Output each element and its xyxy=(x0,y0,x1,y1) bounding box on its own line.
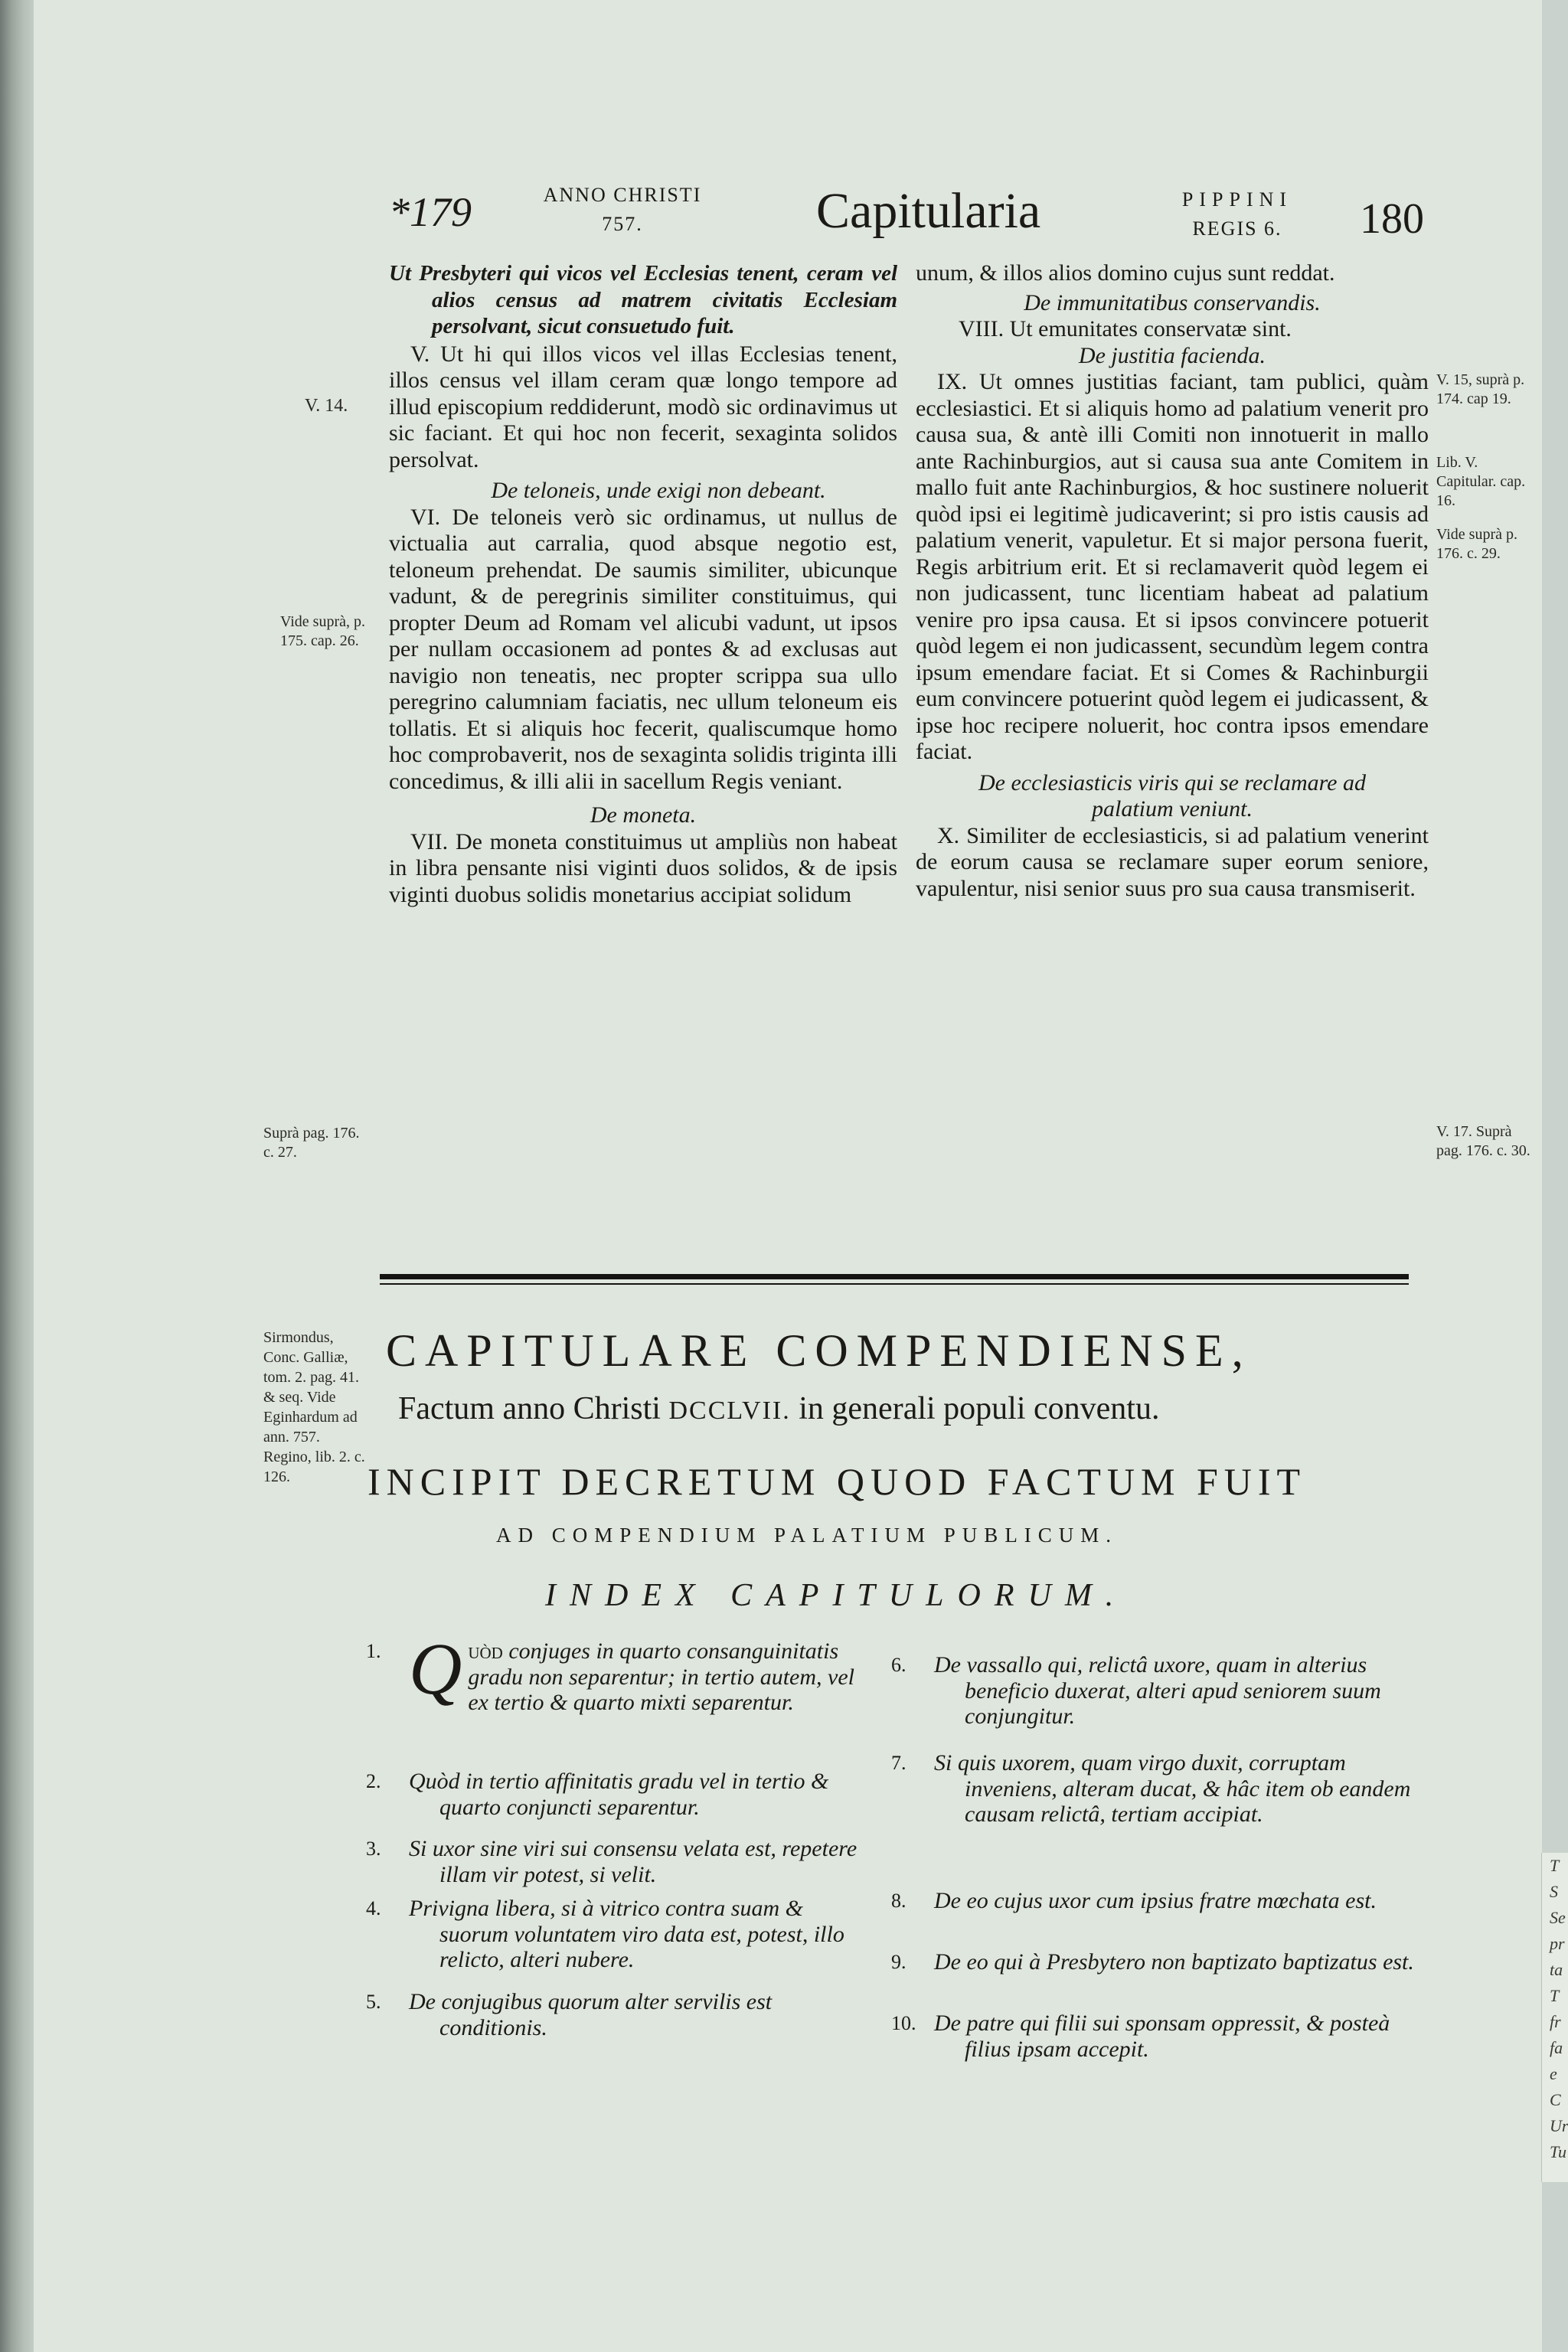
capitulare-title: CAPITULARE COMPENDIENSE, xyxy=(386,1325,1252,1376)
pippini-line-2: REGIS 6. xyxy=(1192,217,1282,240)
anno-christi xyxy=(527,181,718,239)
index-text: Si uxor sine viri sui consensu velata est, repetere illam vir potest, si velit. xyxy=(409,1836,858,1887)
index-lead: uòd xyxy=(468,1638,503,1664)
paragraph-vi: VI. De teloneis verò sic ordinamus, ut nullus de victualia aut carralia, quod absque negotio est, teloneum prehendat. De saumis similiter, ubicunque vadunt, & de peregrinis similiter constituimus, qui propter Deum ad Romam vel alicubi vadunt, ut ipsos per nullam occasionem ad pontes & ad exclusas aut navigio non teneatis, nec propter scrippa sua ullo peregrino calumniam faciatis, nec ullum teloneum eis tollatis. Et si aliquis hoc fecerit, qualiscumque homo hoc comprobaverit, nos de sexaginta solidis triginta illi concedimus, & illi alii in sacellum Regis veniant. xyxy=(389,504,897,794)
index-item-6 xyxy=(891,1652,1424,1730)
index-text: Quòd in tertio affinitatis gradu vel in tertio & quarto conjuncti separentur. xyxy=(409,1769,829,1820)
margin-note-v15: V. 15, suprà p. 174. cap 19. xyxy=(1436,371,1525,407)
paragraph-ix: IX. Ut omnes justitias faciant, tam publici, quàm ecclesiastici. Et si aliquis homo ad palatium venerit pro causa sua, & antè illi Comiti non innotuerit in mallo ante Rachinburgios, aut si causa sua ante Comitem in mallo fuit ante Rachinburgios, & hoc sustinere noluerit quòd ipsi ei legitimè judicaverint; si pro istis causis ad palatium venerit, vapuletur. Et si major persona fuerit, Regis arbitrium erit. Et si reclamaverit quòd legem ei non judicassent, tunc licentiam habeat ad palatium venire pro ipsa causa. Et si ipsos convincere potuerit quòd legem ei non judicassent, secundùm legem contra ipsum emendare faciat. Et si Comes & Rachinburgii eum convincere potuerint quòd legem ei judicassent, & ipse hoc recipere noluerit, hoc contra ipsos emendare faciat. xyxy=(916,369,1429,764)
index-item-3 xyxy=(366,1836,868,1887)
running-title: Capitularia xyxy=(816,183,1041,239)
margin-note-supra-pag: Suprà pag. 176. c. 27. xyxy=(263,1125,360,1161)
index-title: INDEX CAPITULORUM. xyxy=(545,1578,1128,1613)
index-item-7 xyxy=(891,1750,1424,1828)
index-item-1 xyxy=(366,1628,868,1716)
index-num: 3. xyxy=(366,1838,381,1860)
heading-ecclesiasticis: De ecclesiasticis viris qui se reclamare ad palatium veniunt. xyxy=(978,769,1366,822)
heading-presbyteri: Ut Presbyteri qui vicos vel Ecclesias tenent, ceram vel alios census ad matrem civitatis Ecclesiam persolvant, sicut consuetudo fuit. xyxy=(389,261,897,338)
edge-fragment: T xyxy=(1550,1986,1560,2005)
drop-cap: Q xyxy=(409,1628,462,1710)
index-num: 10. xyxy=(891,2012,916,2034)
folio-left: *179 xyxy=(389,189,472,235)
margin-note-sirmondus: Sirmondus, Conc. Galliæ, tom. 2. pag. 41. & seq. Vide Eginhardum ad ann. 757. Regino, lib. 2. c. 126. xyxy=(263,1329,365,1485)
index-text: Si quis uxorem, quam virgo duxit, corruptam inveniens, alteram ducat, & hâc item ob eandem causam relictâ, tertiam accipiat. xyxy=(934,1750,1411,1827)
paragraph-viii: VIII. Ut emunitates conservatæ sint. xyxy=(959,316,1292,341)
index-text: De eo cujus uxor cum ipsius fratre mœchata est. xyxy=(934,1888,1377,1913)
margin-note-v17: V. 17. Suprà pag. 176. c. 30. xyxy=(1436,1123,1530,1159)
edge-fragment: T S xyxy=(1550,1856,1559,1901)
subtitle-year: DCCLVII. xyxy=(668,1396,791,1425)
edge-fragment: fa xyxy=(1550,2038,1563,2057)
edge-fragment: Se xyxy=(1550,1908,1566,1927)
section-rule-thick xyxy=(380,1274,1409,1279)
index-num: 5. xyxy=(366,1991,381,2013)
margin-note-lib-v: Lib. V. Capitular. cap. 16. xyxy=(1436,454,1526,509)
edge-fragment: ta xyxy=(1550,1960,1563,1979)
index-num: 8. xyxy=(891,1890,906,1912)
anno-line-1: ANNO CHRISTI xyxy=(543,184,702,206)
index-text: Privigna libera, si à vitrico contra suam & suorum voluntatem viro data est, potest, illo relicto, alteri nubere. xyxy=(409,1896,844,1972)
edge-fragment: pr xyxy=(1550,1934,1565,1953)
pippini-regis xyxy=(1153,185,1321,243)
index-item-2 xyxy=(366,1769,868,1820)
right-column xyxy=(916,260,1429,902)
heading-moneta: De moneta. xyxy=(590,802,697,828)
heading-immunitatibus: De immunitatibus conservandis. xyxy=(1024,289,1321,315)
index-num: 7. xyxy=(891,1752,906,1774)
margin-note-v14: V. 14. xyxy=(305,396,348,416)
paragraph-x: X. Similiter de ecclesiasticis, si ad palatium venerint de eorum causa se reclamare super eorum seniore, vapulentur, nisi senior suus pro sua causa transmiserit. xyxy=(916,822,1429,901)
index-text: conjuges in quarto consanguinitatis gradu non separentur; in tertio autem, vel ex tertio & quarto mixti separentur. xyxy=(468,1638,854,1715)
index-text: De patre qui filii sui sponsam oppressit, & posteà filius ipsam accepit. xyxy=(934,2011,1390,2062)
heading-teloneis: De teloneis, unde exigi non debeant. xyxy=(491,478,826,503)
edge-fragment: Tu xyxy=(1550,2142,1567,2161)
incipit-line: INCIPIT DECRETUM QUOD FACTUM FUIT xyxy=(368,1460,1307,1503)
edge-fragment: fr xyxy=(1550,2012,1561,2031)
index-num: 4. xyxy=(366,1897,381,1919)
index-item-4 xyxy=(366,1896,868,1973)
section-rule-thin xyxy=(380,1283,1409,1285)
index-num: 9. xyxy=(891,1951,906,1973)
margin-note-vide-supra-1: Vide suprà, p. 175. cap. 26. xyxy=(280,613,365,649)
pippini-line-1: PIPPINI xyxy=(1181,188,1293,211)
margin-note-vide-supra-2: Vide suprà p. 176. c. 29. xyxy=(1436,526,1517,562)
index-text: De eo qui à Presbytero non baptizato baptizatus est. xyxy=(934,1949,1414,1975)
index-num: 1. xyxy=(366,1640,381,1662)
edge-fragment: C Ur xyxy=(1550,2090,1568,2135)
index-num: 2. xyxy=(366,1770,381,1792)
capitulare-subtitle xyxy=(398,1390,1159,1427)
index-item-9 xyxy=(891,1949,1424,1975)
index-text: De vassallo qui, relictâ uxore, quam in alterius beneficio duxerat, alteri apud seniorem suum conjungitur. xyxy=(934,1652,1381,1729)
index-item-8 xyxy=(891,1888,1424,1914)
subtitle-pre: Factum anno Christi xyxy=(398,1391,669,1426)
index-text: De conjugibus quorum alter servilis est conditionis. xyxy=(409,1989,773,2040)
ad-compendium-line: AD COMPENDIUM PALATIUM PUBLICUM. xyxy=(496,1524,1119,1547)
index-num: 6. xyxy=(891,1654,906,1676)
left-column xyxy=(389,260,897,908)
book-gutter xyxy=(0,0,34,2352)
index-item-10 xyxy=(891,2011,1424,2062)
facing-page-edge xyxy=(1541,1853,1568,2182)
subtitle-post: in generali populi conventu. xyxy=(790,1391,1160,1426)
folio-right: 180 xyxy=(1360,195,1424,243)
heading-justitia: De justitia facienda. xyxy=(1078,342,1266,368)
anno-line-2: 757. xyxy=(602,213,643,235)
paragraph-v: V. Ut hi qui illos vicos vel illas Ecclesias tenent, illos census vel illam ceram quæ longo tempore ad illud episcopium reddiderunt, modò sic ordinavimus ut sic faciant. Et qui hoc non fecerit, sexaginta solidos persolvat. xyxy=(389,341,897,472)
paragraph-vii: VII. De moneta constituimus ut ampliùs non habeat in libra pensante nisi viginti duos solidos, & de ipsis viginti duobus solidis monetarius accipiat solidum xyxy=(389,828,897,907)
edge-fragment: e xyxy=(1550,2064,1557,2083)
index-item-5 xyxy=(366,1989,868,2040)
paragraph-vii-cont: unum, & illos alios domino cujus sunt reddat. xyxy=(916,260,1335,286)
